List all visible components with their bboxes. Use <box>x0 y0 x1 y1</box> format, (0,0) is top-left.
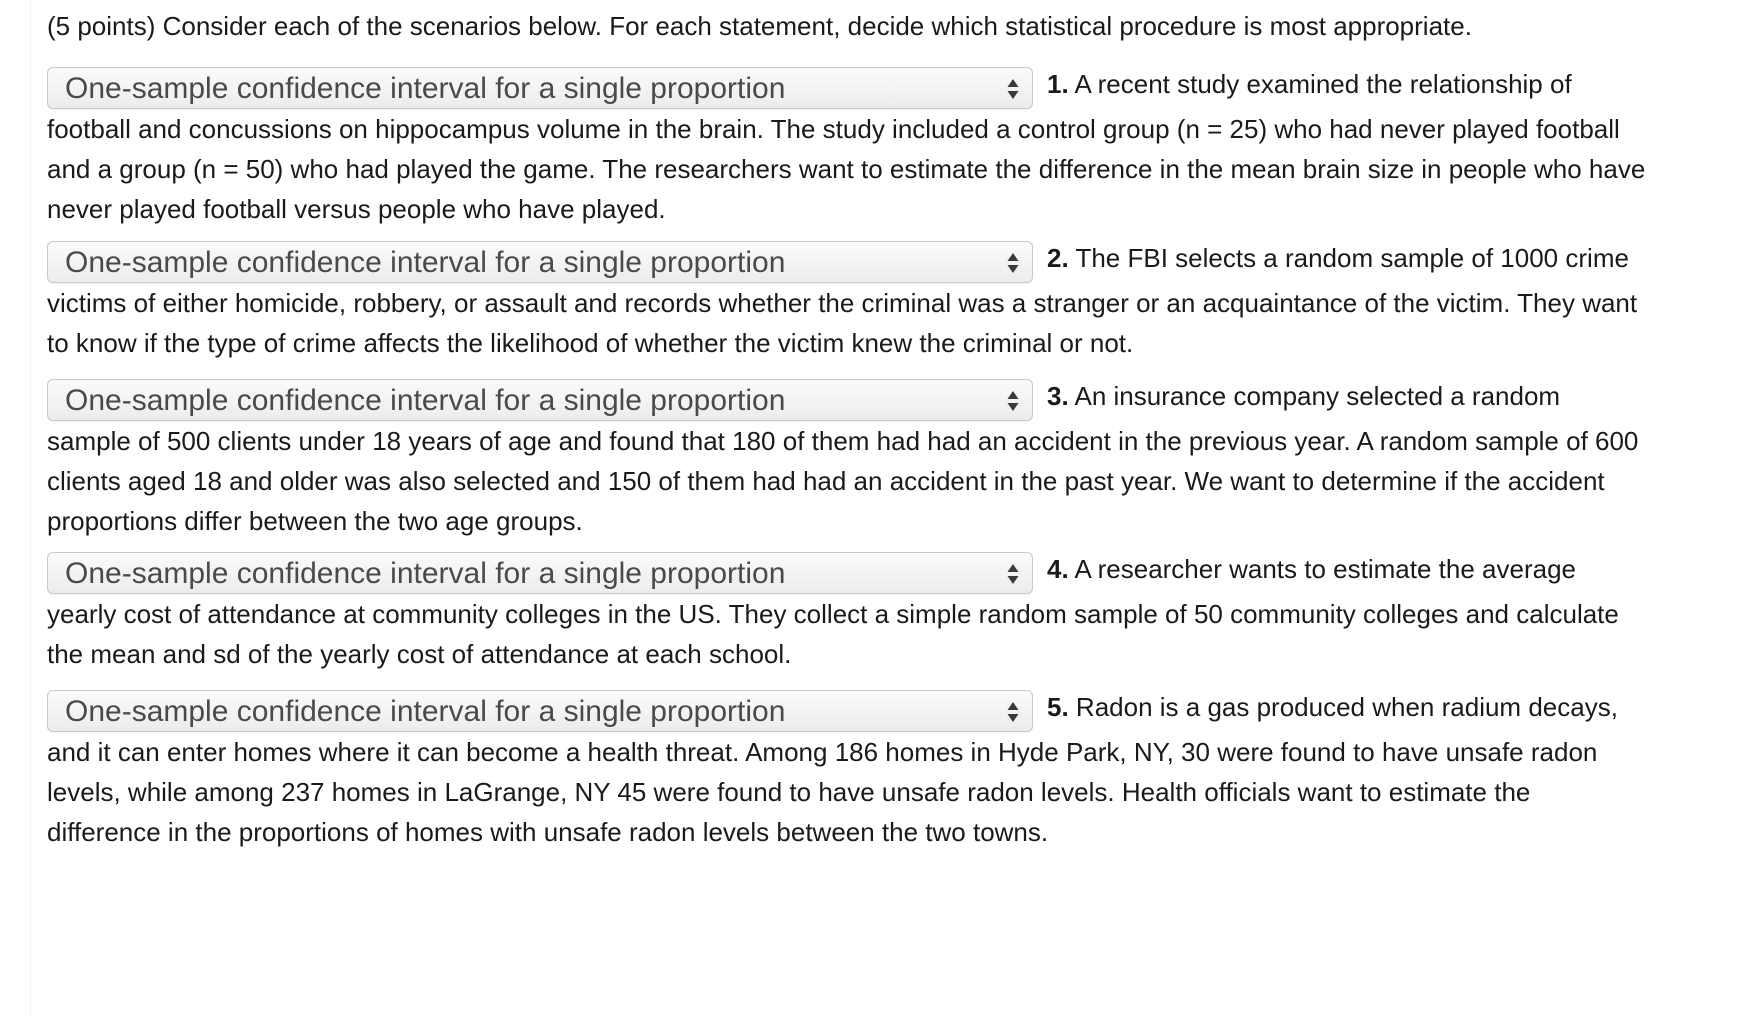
procedure-select-value: One-sample confidence interval for a single proportion <box>65 384 786 417</box>
up-down-arrows-icon <box>1006 389 1020 413</box>
procedure-select-3[interactable] <box>47 379 1033 421</box>
question-5 <box>47 687 1647 852</box>
up-down-arrows-icon <box>1006 562 1020 586</box>
question-3 <box>47 376 1647 541</box>
question-number: 3. <box>1047 381 1069 411</box>
procedure-select-5[interactable] <box>47 690 1033 732</box>
procedure-select-value: One-sample confidence interval for a single proportion <box>65 695 786 728</box>
question-text: of football and concussions on hippocampus volume in the brain. The study included a control group (n = 25) who had never played football and a group (n = 50) who had played the game. The researchers want to estimate the difference in the mean brain size in people who have never played football versus people who have played. <box>47 69 1646 224</box>
question-2 <box>47 238 1647 363</box>
question-number: 2. <box>1047 243 1069 273</box>
question-text: sample of 500 clients under 18 years of age and found that 180 of them had had an accident in the previous year. A random sample of 600 clients aged 18 and older was also selected and 150 of them had had an accident in the past year. We want to determine if the accident proportions differ between the two age groups. <box>47 426 1639 536</box>
question-lead: Radon is a gas produced when radium <box>1075 692 1522 722</box>
question-text: average yearly cost of attendance at community colleges in the US. They collect a simple random sample of 50 community colleges and calculate the mean and sd of the yearly cost of attendance at each school. <box>47 554 1619 669</box>
procedure-select-value: One-sample confidence interval for a single proportion <box>65 72 786 105</box>
page-edge <box>30 0 31 1016</box>
question-4 <box>47 549 1647 674</box>
question-text: crime victims of either homicide, robbery, or assault and records whether the criminal was a stranger or an acquaintance of the victim. They want to know if the type of crime affects the likelihood of whether the victim knew the criminal or not. <box>47 243 1638 358</box>
question-number: 5. <box>1047 692 1069 722</box>
question-lead: The FBI selects a random sample of 1000 <box>1075 243 1559 273</box>
instructions: (5 points) Consider each of the scenarios below. For each statement, decide which statistical procedure is most appropriate. <box>47 11 1472 41</box>
question-lead: A researcher wants to estimate the <box>1074 554 1475 584</box>
question-lead: A recent study examined the relationship <box>1074 69 1543 99</box>
procedure-select-value: One-sample confidence interval for a single proportion <box>65 557 786 590</box>
question-number: 1. <box>1047 69 1069 99</box>
procedure-select-value: One-sample confidence interval for a single proportion <box>65 246 786 279</box>
procedure-select-2[interactable] <box>47 241 1033 283</box>
question-1 <box>47 64 1647 229</box>
question-lead: An insurance company selected a random <box>1074 381 1561 411</box>
up-down-arrows-icon <box>1006 77 1020 101</box>
up-down-arrows-icon <box>1006 700 1020 724</box>
up-down-arrows-icon <box>1006 251 1020 275</box>
question-text: decays, and it can enter homes where it can become a health threat. Among 186 homes in Hyde Park, NY, 30 were found to have unsafe radon levels, while among 237 homes in LaGrange, NY 45 were found to have unsafe radon levels. Health officials want to estimate the difference in the proportions of homes with unsafe radon levels between the two towns. <box>47 692 1618 847</box>
question-number: 4. <box>1047 554 1069 584</box>
procedure-select-4[interactable] <box>47 552 1033 594</box>
procedure-select-1[interactable] <box>47 67 1033 109</box>
